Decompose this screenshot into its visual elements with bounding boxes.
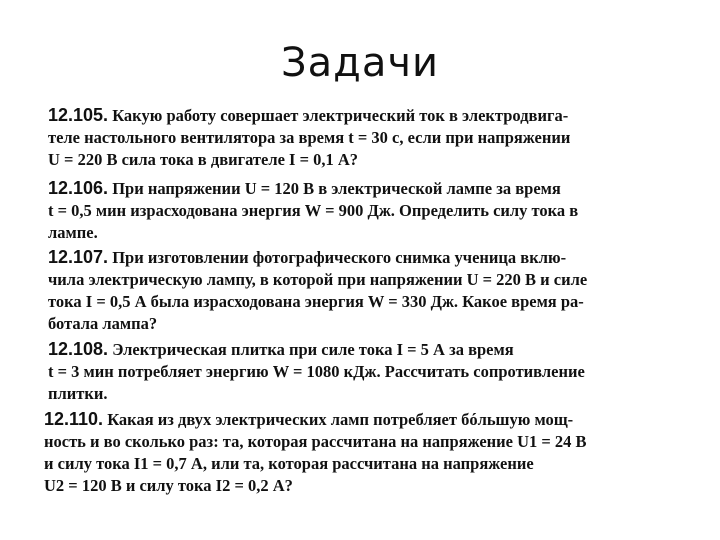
page-title: Задачи <box>281 40 439 86</box>
problem-line <box>48 246 670 269</box>
problem-text: Электрическая плитка при силе тока I = 5 А за время <box>112 340 514 359</box>
problem-12-108 <box>48 338 670 405</box>
problem-text: При напряжении U = 120 В в электрической лампе за время <box>112 179 561 198</box>
problem-text: t = 3 мин потребляет энергию W = 1080 кДж. Рассчитать сопротивление <box>48 362 585 381</box>
problem-text: теле настольного вентилятора за время t = 30 с, если при напряжении <box>48 128 571 147</box>
problem-text: ботала лампа? <box>48 314 158 333</box>
problem-line <box>48 338 670 361</box>
problem-text: тока I = 0,5 А была израсходована энергия W = 330 Дж. Какое время ра- <box>48 292 584 311</box>
problem-text: При изготовлении фотографического снимка ученица вклю- <box>112 248 567 267</box>
problem-12-106 <box>48 177 670 244</box>
problem-text: t = 0,5 мин израсходована энергия W = 900 Дж. Определить силу тока в <box>48 201 579 220</box>
problem-line <box>48 177 670 200</box>
problem-number: 12.107. <box>48 247 109 267</box>
problem-number: 12.108. <box>48 339 109 359</box>
problem-number: 12.105. <box>48 105 109 125</box>
problem-text: Какую работу совершает электрический ток в электродвига- <box>112 106 569 125</box>
problem-12-107 <box>48 246 670 335</box>
problem-number: 12.110. <box>44 409 104 429</box>
problem-12-105 <box>48 104 670 171</box>
problem-line <box>44 408 666 431</box>
problem-line <box>48 104 670 127</box>
problem-text: U = 220 В сила тока в двигателе I = 0,1 А? <box>48 150 359 169</box>
problem-number: 12.106. <box>48 178 109 198</box>
problem-text: чила электрическую лампу, в которой при напряжении U = 220 В и силе <box>48 270 588 289</box>
problem-text: U2 = 120 В и силу тока I2 = 0,2 А? <box>44 476 293 495</box>
problem-text: Какая из двух электрических ламп потребляет бóльшую мощ- <box>107 410 574 429</box>
problem-12-110 <box>44 408 666 497</box>
problem-text: плитки. <box>48 384 108 403</box>
problem-text: ность и во сколько раз: та, которая рассчитана на напряжение U1 = 24 В <box>44 432 587 451</box>
problem-text: и силу тока I1 = 0,7 А, или та, которая рассчитана на напряжение <box>44 454 534 473</box>
problem-text: лампе. <box>48 223 98 242</box>
